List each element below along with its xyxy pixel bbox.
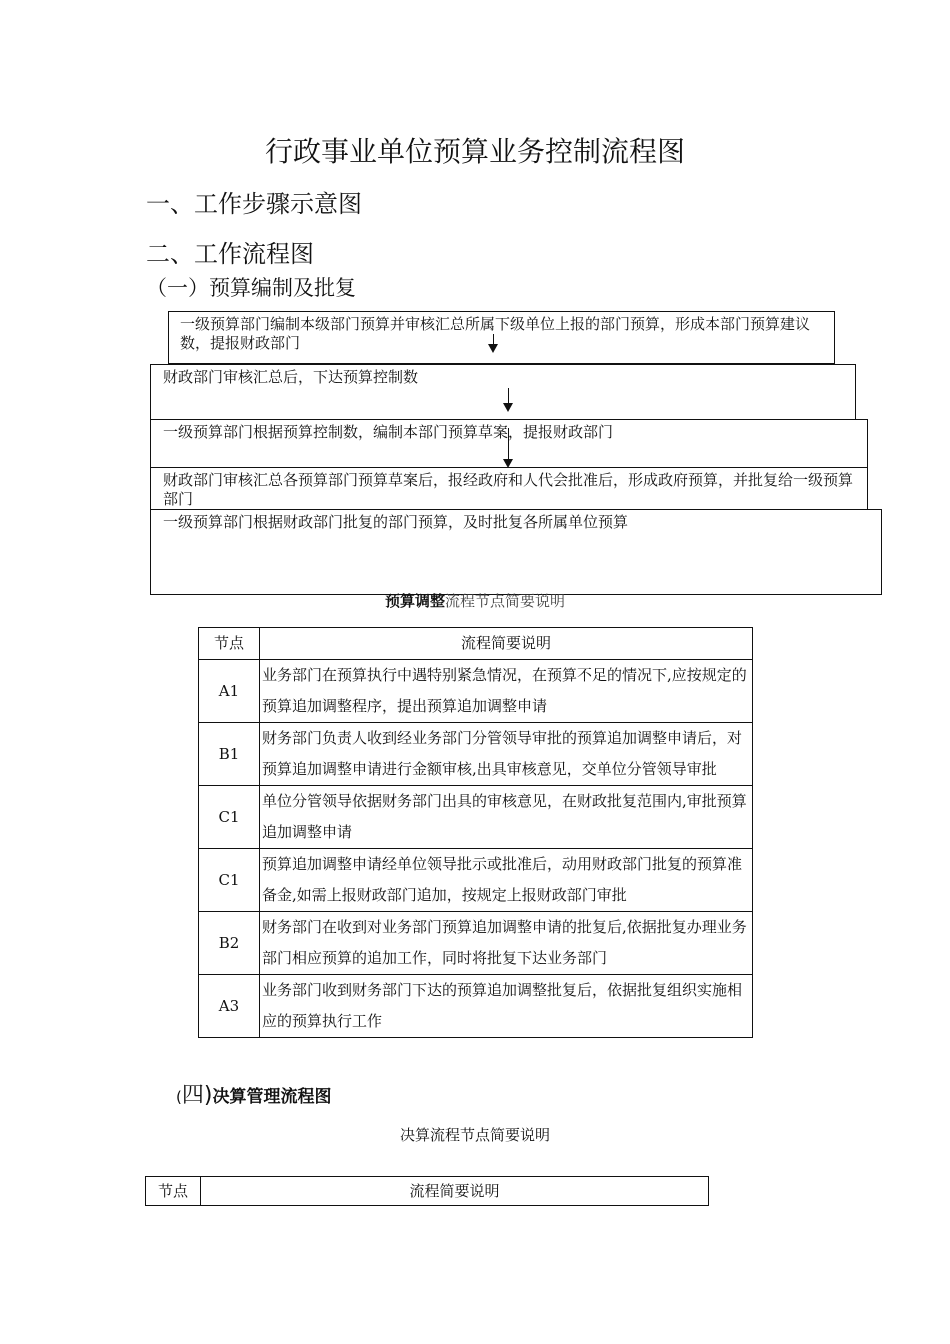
- final-table: [145, 1176, 709, 1206]
- flow-step-2-text: 财政部门审核汇总后，下达预算控制数: [163, 368, 419, 386]
- row-node: C1: [199, 849, 260, 912]
- flow-arrow-1: [493, 334, 494, 351]
- flow-arrow-2: [508, 388, 509, 410]
- page-title: 行政事业单位预算业务控制流程图: [264, 135, 685, 168]
- table-row: [199, 849, 753, 912]
- table-row: [199, 660, 753, 723]
- row-desc: 预算追加调整申请经单位领导批示或批准后，动用财政部门批复的预算准备金,如需上报财政部门追加，按规定上报财政部门审批: [260, 849, 753, 912]
- flow-step-4-text: 财政部门审核汇总各预算部门预算草案后，报经政府和人代会批准后，形成政府预算，并批复给一级预算部门: [163, 471, 854, 508]
- subsection-heading-budget: （一）预算编制及批复: [146, 276, 356, 300]
- adjust-table-caption: [0, 590, 950, 611]
- final-table-caption: 决算流程节点简要说明: [399, 1126, 550, 1144]
- subsection4-num: 四): [181, 1083, 213, 1108]
- header-node: 节点: [199, 628, 260, 660]
- row-node: B2: [199, 912, 260, 975]
- subsection-heading-final: [176, 1078, 331, 1109]
- table-row: [199, 975, 753, 1038]
- adjust-table: [198, 627, 753, 1038]
- row-node: A1: [199, 660, 260, 723]
- flow-step-5: [150, 509, 882, 595]
- row-desc: 财务部门负责人收到经业务部门分管领导审批的预算追加调整申请后，对预算追加调整申请进行金额审核,出具审核意见，交单位分管领导审批: [260, 723, 753, 786]
- table-row: [199, 786, 753, 849]
- flow-step-1-text: 一级预算部门编制本级部门预算并审核汇总所属下级单位上报的部门预算，形成本部门预算建议数，提报财政部门: [180, 315, 811, 352]
- flow-step-5-text: 一级预算部门根据财政部门批复的部门预算，及时批复各所属单位预算: [163, 513, 629, 531]
- row-desc: 单位分管领导依据财务部门出具的审核意见，在财政批复范围内,审批预算追加调整申请: [260, 786, 753, 849]
- final-header-node: 节点: [146, 1177, 201, 1206]
- flow-step-1: [168, 311, 835, 364]
- row-desc: 业务部门在预算执行中遇特别紧急情况，在预算不足的情况下,应按规定的预算追加调整程序，提出预算追加调整申请: [260, 660, 753, 723]
- section-heading-steps: 一、工作步骤示意图: [146, 190, 362, 218]
- final-header-desc: 流程简要说明: [201, 1177, 709, 1206]
- subsection4-text: 决算管理流程图: [212, 1087, 332, 1107]
- flow-step-4: [150, 467, 868, 515]
- table-row: [199, 723, 753, 786]
- adjust-caption-rest: 流程节点简要说明: [445, 592, 566, 610]
- final-table-header-row: [146, 1177, 709, 1206]
- row-desc: 财务部门在收到对业务部门预算追加调整申请的批复后,依据批复办理业务部门相应预算的追加工作，同时将批复下达业务部门: [260, 912, 753, 975]
- flow-step-3-text: 一级预算部门根据预算控制数，编制本部门预算草案，提报财政部门: [163, 423, 614, 441]
- header-desc: 流程简要说明: [260, 628, 753, 660]
- section-heading-flow: 二、工作流程图: [146, 240, 314, 268]
- row-desc: 业务部门收到财务部门下达的预算追加调整批复后，依据批复组织实施相应的预算执行工作: [260, 975, 753, 1038]
- subsection4-paren: (: [176, 1088, 182, 1106]
- flow-arrow-3: [508, 428, 509, 466]
- row-node: A3: [199, 975, 260, 1038]
- table-row: [199, 912, 753, 975]
- table-header-row: [199, 628, 753, 660]
- row-node: C1: [199, 786, 260, 849]
- row-node: B1: [199, 723, 260, 786]
- adjust-caption-bold: 预算调整: [384, 592, 445, 610]
